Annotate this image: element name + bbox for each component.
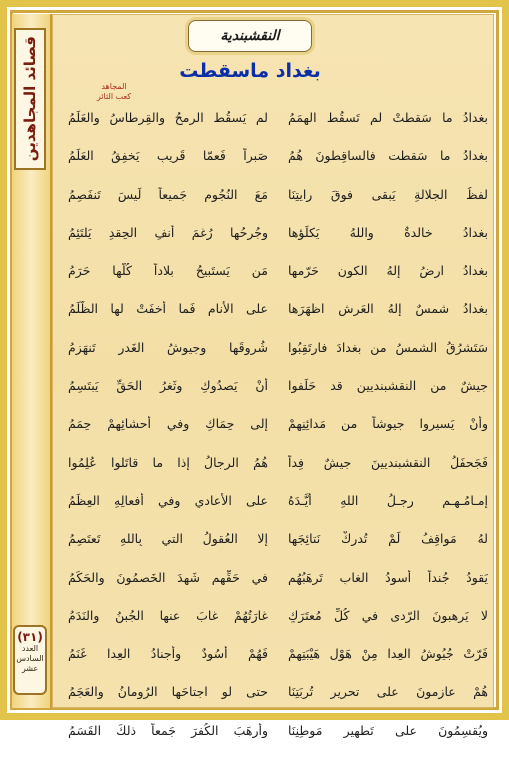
issue-label-line-3: عشر [21, 664, 39, 673]
verse-second-hemistich: وجُرحُها رُغمَ أنفِ الحِقدِ يَلتَئِمُ [68, 224, 268, 240]
verse-second-hemistich: على الأنامِ فَما أخفَتْ لها الظُّلَمُ [68, 301, 268, 317]
verse-first-hemistich: سَتَشرُقُ الشمسُ من بغدادَ فارتَقِبُوا [288, 339, 488, 355]
section-title-box [14, 28, 46, 170]
poem-author [74, 82, 154, 102]
issue-label-line-2: السادس [16, 654, 44, 663]
verse-second-hemistich: وأرهَبَ الكُفرَ جَمعاً ذلكَ القَسَمُ [68, 722, 268, 738]
verse-first-hemistich: بغدادُ خالدةٌ واللهُ يَكلَؤها [288, 224, 488, 240]
verse-first-hemistich: يَقودُ جُنداً أُسودُ الغابِ تَرهَبُهُم [288, 569, 488, 585]
verse-line [60, 148, 488, 186]
verse-first-hemistich: لفظُ الجلالةِ يَبقى فوقَ رايتِنَا [288, 186, 488, 202]
verse-line [60, 531, 488, 569]
verse-line [60, 455, 488, 493]
poem-title: بغداد ماسقطت [179, 60, 321, 82]
verse-first-hemistich: بغدادُ ما سَقطت فالساقِطونَ هُمُ [288, 148, 488, 164]
verse-line [60, 608, 488, 646]
verse-line [60, 301, 488, 339]
verse-line [60, 340, 488, 378]
verse-line [60, 263, 488, 301]
page-number: (٣١) [17, 630, 43, 644]
verse-line [60, 110, 488, 148]
verse-second-hemistich: إلى حِمَاكِ وفي أحشائِهِمْ حِمَمُ [68, 416, 268, 432]
verse-second-hemistich: حتى لو اجتاحَها الرُومانُ والعَجَمُ [68, 684, 268, 700]
poem-body [60, 110, 488, 761]
verse-line [60, 570, 488, 608]
verse-second-hemistich: صَبراً فَعمّا قَريبٍ يَخفِقُ العَلَمُ [68, 148, 268, 164]
issue-label-line-1: العدد [21, 644, 39, 653]
verse-second-hemistich: شُروقَها وجيوشُ الغَدرِ تَنهَزِمُ [68, 339, 268, 355]
verse-line [60, 225, 488, 263]
verse-line [60, 723, 488, 761]
verse-second-hemistich: غارَتُهُمْ غابَ عنها الجُبنُ والنَدَمُ [68, 607, 268, 623]
verse-line [60, 187, 488, 225]
verse-second-hemistich: لم يَسقُط الرمحُ والقِرطاسُ والعَلَمُ [68, 110, 268, 125]
author-prefix: المجاهد [101, 82, 127, 91]
verse-line [60, 684, 488, 722]
verse-first-hemistich: بغدادُ ما سَقطتْ لم تَسقُط الهِمَمُ [288, 110, 488, 125]
verse-first-hemistich: إمـامُـهـم رجـلُ اللهِ أيَّـدَهُ [288, 492, 488, 508]
verse-first-hemistich: فَجَحفَلُ النقشبنديينَ جيشٌ فِداً [288, 454, 488, 470]
verse-first-hemistich: بغدادُ شمسٌ إلهُ العَرشِ اظهَرَها [288, 301, 488, 317]
verse-first-hemistich: وأنْ يَسيروا جيوشاً من مَدائِنِهِمْ [288, 416, 488, 432]
verse-second-hemistich: في حَقِّهِم شَهِدَ الخَصمُونَ والحَكَمُ [68, 569, 268, 585]
author-name: كعب الثائر [96, 92, 132, 101]
section-title: قصائد المجاهدين [21, 36, 39, 162]
verse-second-hemistich: إلا العُقولُ التي بِاللهِ تَعتَصِمُ [68, 531, 268, 547]
verse-line [60, 416, 488, 454]
verse-first-hemistich: فَرّتْ جُيُوشُ العِدا مِنْ هَوْلِ هَيْبَتِهِمْ [288, 646, 488, 662]
verse-first-hemistich: جيشٌ من النقشبنديين قد حَلَفوا [288, 378, 488, 394]
verse-first-hemistich: لا يَرهبونَ الرّدى في كُلِّ مُعتَرَكٍ [288, 607, 488, 623]
verse-first-hemistich: هُمْ عازِمونَ على تحريرِ تُربَتِنَا [288, 684, 488, 700]
verse-line [60, 646, 488, 684]
page-number-box [13, 625, 47, 695]
verse-first-hemistich: ويُقسِمُونَ على تَطهيرِ مَوطِنِنَا [288, 722, 488, 738]
verse-second-hemistich: مَعَ النُجُومِ جَميعاً لَيسَ تَنفَصِمُ [68, 186, 268, 202]
magazine-logo [188, 20, 312, 52]
verse-first-hemistich: بغدادُ ارضُ إلهُ الكونِ حَرّمها [288, 263, 488, 279]
verse-second-hemistich: أنْ يَصدُوكِ وثَغرُ الحَقِّ يَبتَسِمُ [68, 378, 268, 394]
verse-second-hemistich: هُمُ الرجالُ إذا ما قاتَلوا عُلِمُوا [68, 454, 268, 470]
verse-second-hemistich: فَهُمْ أسُودٌ وأجنادُ العِدا غَنَمُ [68, 646, 268, 662]
verse-first-hemistich: لهُ مَواقِفُ لَمْ تُدرِكْ نَتائِجَها [288, 531, 488, 547]
verse-line [60, 493, 488, 531]
logo-text: النقشبندية [220, 28, 280, 44]
verse-second-hemistich: مَن يَستَبيحُ بلاداً كُلُّها حَرَمُ [68, 263, 268, 279]
verse-line [60, 378, 488, 416]
verse-second-hemistich: على الأعادي وفي أفعالِهِ العِظَمُ [68, 492, 268, 508]
